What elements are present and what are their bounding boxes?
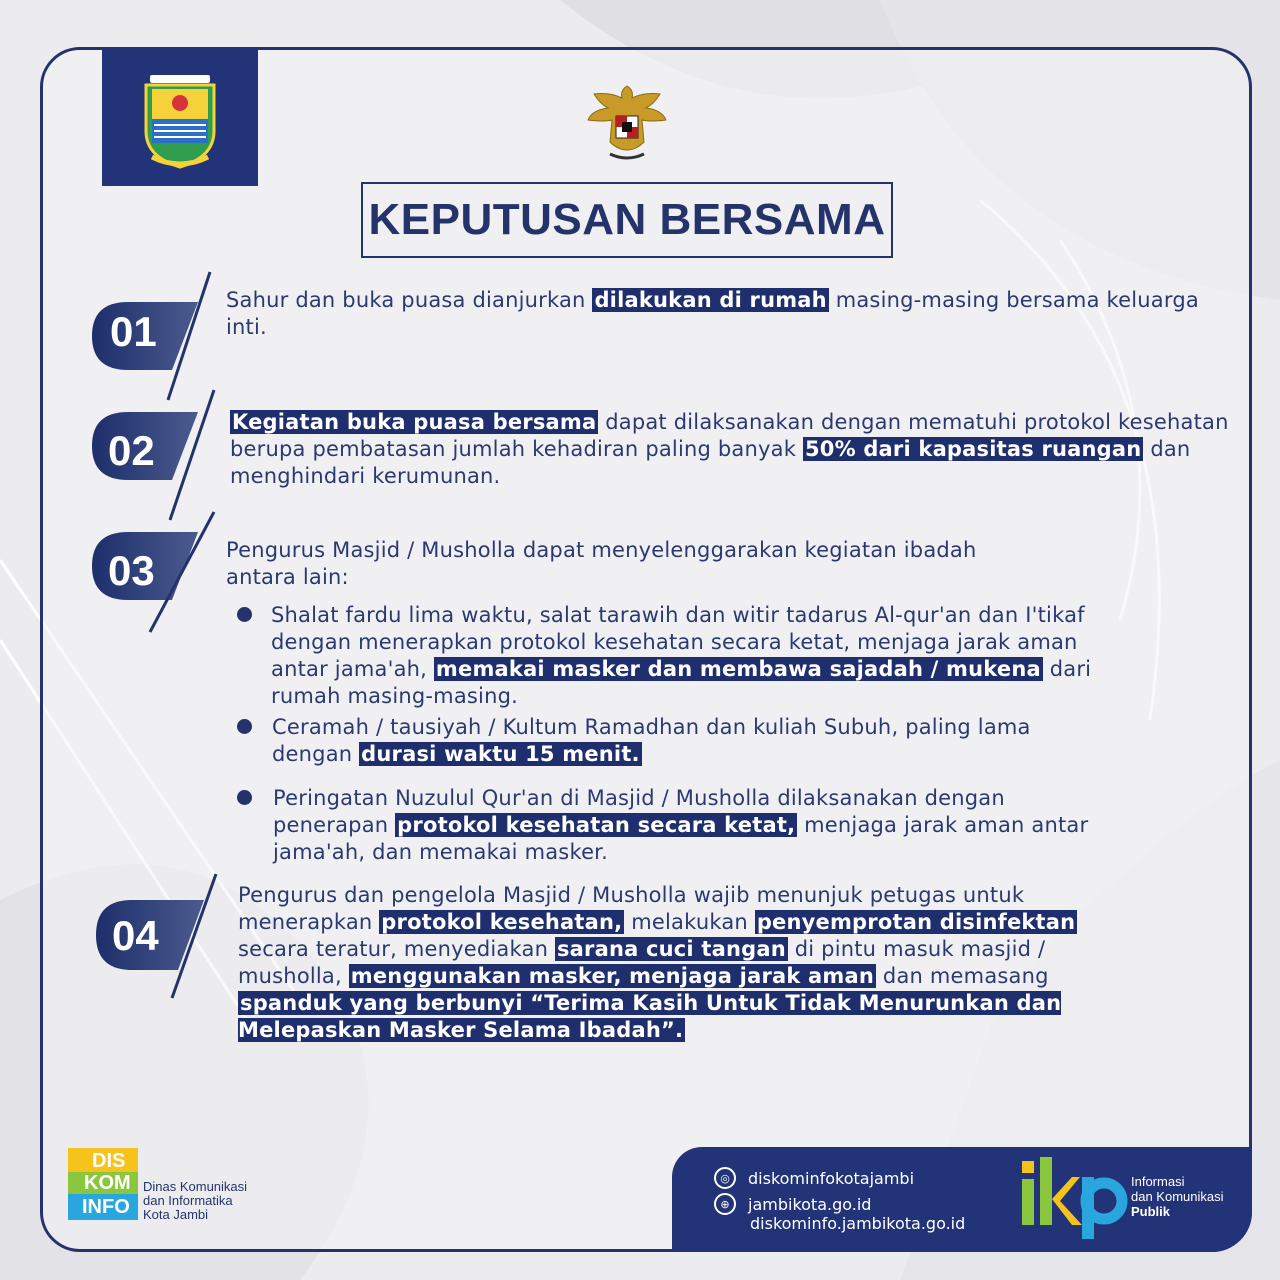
text-segment: melakukan (624, 910, 755, 934)
item-text-04 (238, 882, 1078, 1044)
kota-jambi-crest-icon (140, 71, 220, 171)
website-link-1[interactable]: jambikota.go.id (748, 1194, 872, 1214)
ikp-logo-text: ikp (1020, 1155, 1022, 1156)
text-segment: masing-masing bersama keluarga inti. (226, 288, 1199, 339)
ikp-logo-icon (1020, 1155, 1128, 1241)
highlighted-text: protokol kesehatan secara ketat, (397, 813, 796, 837)
diskominfo-name-line-2: dan Informatika (143, 1193, 233, 1208)
diskominfo-name-line-1: Dinas Komunikasi (143, 1179, 248, 1194)
highlighted-text: 50% dari kapasitas ruangan (804, 437, 1142, 461)
highlighted-text: menggunakan masker, menjaga jarak aman (350, 964, 875, 988)
globe-icon: ⊕ (714, 1193, 736, 1215)
diskominfo-logo-dis: DIS (92, 1150, 126, 1172)
highlighted-text: Kegiatan buka puasa bersama (232, 410, 597, 434)
title-box (361, 182, 893, 258)
number-badge-01 (88, 268, 228, 408)
city-logo-tab (102, 47, 258, 186)
highlighted-text: penyemprotan disinfektan (756, 910, 1076, 934)
text-segment: Peringatan Nuzulul Qur'an di Masjid / Musholla dilaksanakan dengan penerapan (273, 786, 1005, 837)
text-segment: dan menghindari kerumunan. (230, 437, 1191, 488)
text-segment: Sahur dan buka puasa dianjurkan (226, 288, 593, 312)
highlighted-text: spanduk yang berbunyi “Terima Kasih Untuk Tidak Menurunkan dan Melepaskan Masker Selama Ibadah”. (238, 991, 1062, 1042)
instagram-icon: ◎ (714, 1167, 736, 1189)
ikp-line-1: Informasi (1131, 1174, 1185, 1189)
highlighted-text: memakai masker dan membawa sajadah / mukena (435, 657, 1041, 681)
highlighted-text: sarana cuci tangan (556, 937, 786, 961)
text-segment: di pintu masuk masjid / musholla, (238, 937, 1046, 988)
bullet-text-3 (273, 785, 1093, 866)
instagram-contact[interactable] (714, 1167, 914, 1189)
website-contact[interactable] (714, 1193, 871, 1215)
text-segment: Pengurus dan pengelola Masjid / Musholla wajib menunjuk petugas untuk menerapkan (238, 883, 1025, 934)
bullet-dot (237, 719, 252, 734)
instagram-handle[interactable]: diskominfokotajambi (748, 1168, 915, 1188)
text-segment: dan memasang (876, 964, 1049, 988)
item-text-02 (230, 409, 1230, 490)
text-segment: secara teratur, menyediakan (238, 937, 555, 961)
bullet-dot (237, 790, 252, 805)
text-segment: menjaga jarak aman antar jama'ah, dan memakai masker. (273, 813, 1089, 864)
ikp-line-2: dan Komunikasi (1131, 1189, 1224, 1204)
text-segment: Ceramah / tausiyah / Kultum Ramadhan dan kuliah Subuh, paling lama dengan (272, 715, 1031, 766)
bullet-text-2 (272, 714, 1092, 768)
diskominfo-logo-kom: KOM (84, 1172, 131, 1194)
item-text-01 (226, 287, 1216, 341)
diskominfo-logo-icon (66, 1146, 140, 1222)
highlighted-text: dilakukan di rumah (594, 288, 827, 312)
text-segment: Shalat fardu lima waktu, salat tarawih dan witir tadarus Al-qur'an dan I'tikaf dengan menerapkan protokol kesehatan secara ketat, menjaga jarak aman antar jama'ah, (271, 603, 1085, 681)
item-text-03-intro: Pengurus Masjid / Musholla dapat menyelenggarakan kegiatan ibadah antara lain: (226, 538, 977, 589)
text-segment: dari rumah masing-masing. (271, 657, 1092, 708)
diskominfo-logo-info: INFO (82, 1196, 130, 1218)
text-segment: dapat dilaksanakan dengan mematuhi protokol kesehatan berupa pembatasan jumlah kehadiran paling banyak (230, 410, 1229, 461)
diskominfo-name-line-3: Kota Jambi (143, 1207, 209, 1222)
website-link-2[interactable]: diskominfo.jambikota.go.id (750, 1214, 966, 1233)
ikp-line-3: Publik (1131, 1204, 1171, 1219)
bullet-text-1 (271, 602, 1131, 710)
diskominfo-name (143, 1180, 247, 1222)
item-number-04: 04 (112, 912, 159, 959)
badge-shape-icon (88, 268, 228, 408)
highlighted-text: durasi waktu 15 menit. (361, 742, 640, 766)
item-number-01: 01 (110, 308, 157, 355)
page-title: KEPUTUSAN BERSAMA (368, 195, 886, 244)
highlighted-text: protokol kesehatan, (381, 910, 623, 934)
item-number-02: 02 (108, 427, 155, 474)
item-number-03: 03 (108, 547, 155, 594)
bullet-dot (237, 607, 252, 622)
ikp-label (1131, 1174, 1224, 1219)
garuda-emblem-icon (584, 80, 670, 166)
